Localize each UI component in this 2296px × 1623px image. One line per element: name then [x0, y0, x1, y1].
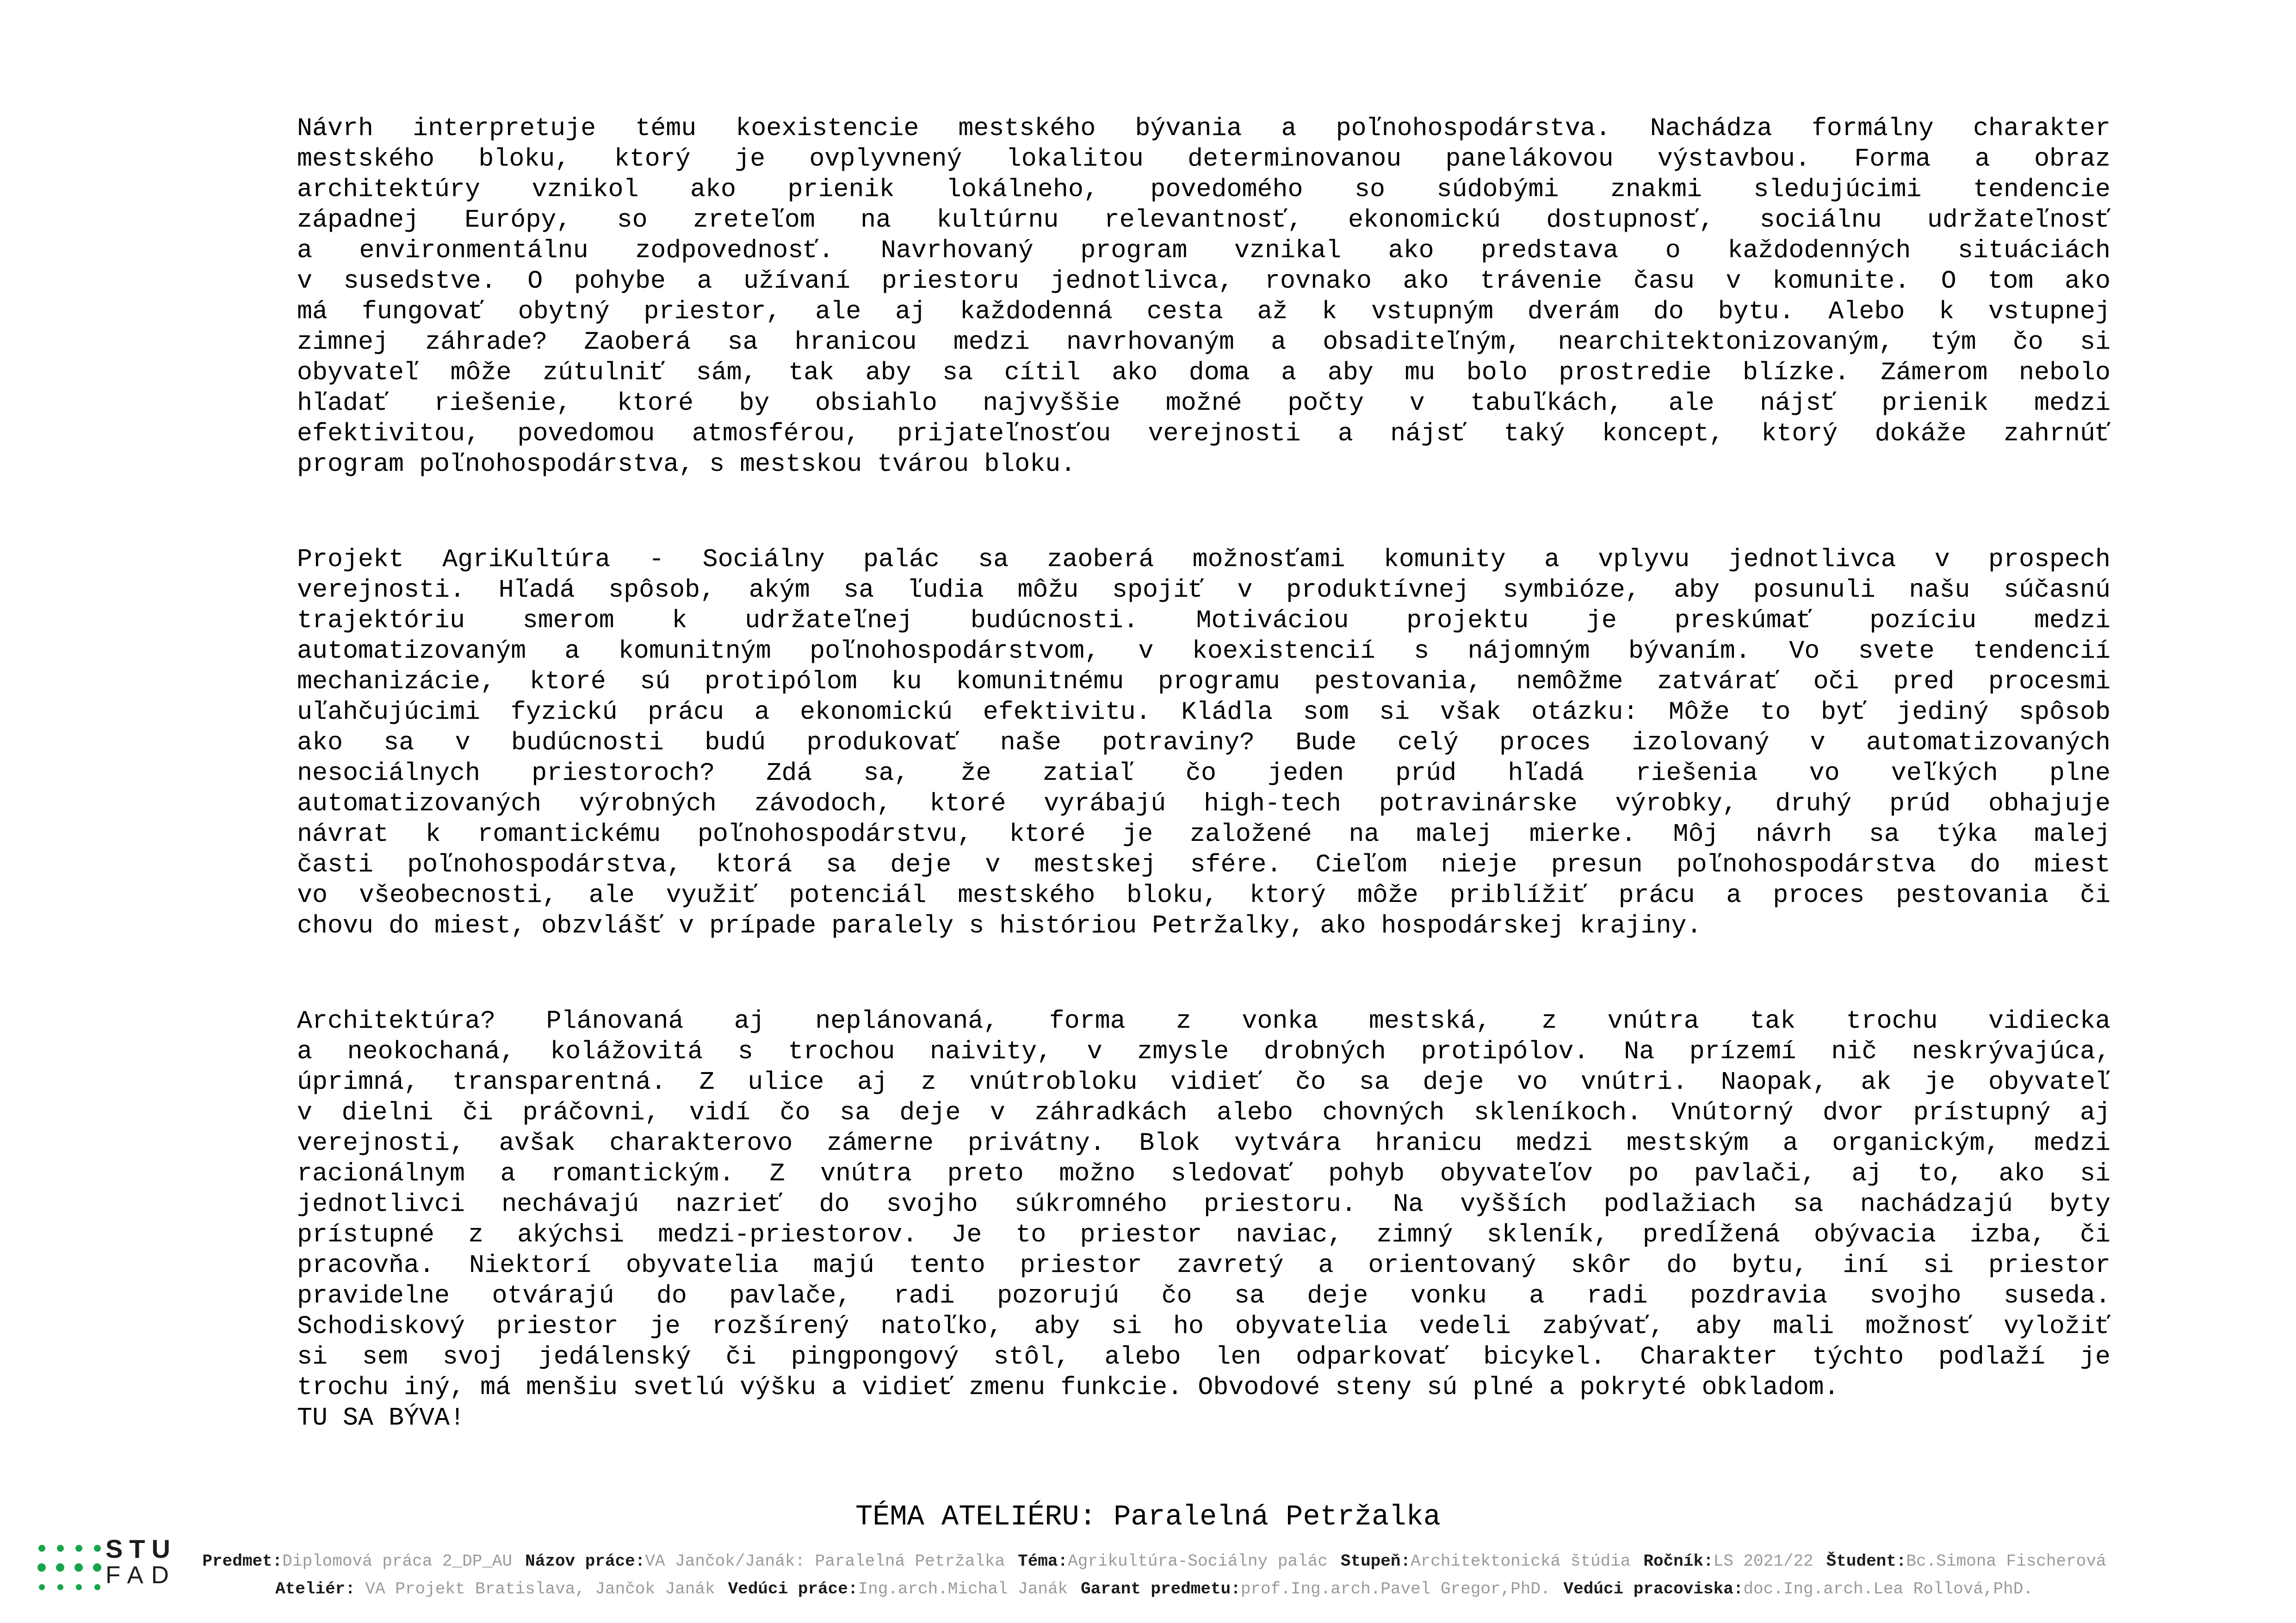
footer-field-label: Ateliér:: [275, 1580, 355, 1598]
paragraph-1-line-10: hľadať riešenie, ktoré by obsiahlo najvyššie možné počty v tabuľkách, ale nájsť prienik medzi: [297, 389, 2110, 418]
paragraph-3-line-14: TU SA BÝVA!: [297, 1403, 465, 1432]
paragraph-1-line-12: program poľnohospodárstva, s mestskou tvárou bloku.: [297, 450, 1076, 479]
footer-field-value: VA Jančok/Janák: Paralelná Petržalka: [645, 1552, 1005, 1571]
footer-credits: [180, 1548, 2128, 1603]
footer-field-label: Stupeň:: [1340, 1552, 1411, 1571]
footer-credits-row-1: [180, 1548, 2128, 1575]
footer-field-label: Vedúci práce:: [728, 1580, 858, 1598]
paragraph-3-line-1: Architektúra? Plánovaná aj neplánovaná, forma z vonka mestská, z vnútra tak trochu vidiecka: [297, 1006, 2110, 1036]
paragraph-3-line-12: si sem svoj jedálenský či pingpongový stôl, alebo len odparkovať bicykel. Charakter týchto podlaží je: [297, 1342, 2110, 1371]
logo-dot-icon: [75, 1545, 82, 1552]
footer-field-label: Garant predmetu:: [1081, 1580, 1241, 1598]
paragraph-2-line-3: trajektóriu smerom k udržateľnej budúcnosti. Motiváciou projektu je preskúmať pozíciu medzi: [297, 606, 2110, 635]
logo-dot-row: [32, 1538, 106, 1558]
paragraph-3-line-8: prístupné z akýchsi medzi-priestorov. Je to priestor naviac, zimný skleník, predĺžená obývacia izba, či: [297, 1220, 2110, 1249]
paragraph-2-line-1: Projekt AgriKultúra - Sociálny palác sa zaoberá možnosťami komunity a vplyvu jednotlivca v prospech: [297, 545, 2110, 574]
footer-field-label: Predmet:: [202, 1552, 283, 1571]
paragraph-1-line-9: obyvateľ môže zútulniť sám, tak aby sa cítil ako doma a aby mu bolo prostredie blízke. Zámerom nebolo: [297, 358, 2110, 387]
paragraph-2-line-4: automatizovaným a komunitným poľnohospodárstvom, v koexistencií s nájomným bývaním. Vo svete tendencií: [297, 636, 2110, 666]
paragraph-3: [297, 1006, 2110, 1433]
paragraph-3-line-6: racionálnym a romantickým. Z vnútra preto možno sledovať pohyb obyvateľov po pavlači, aj to, ako si: [297, 1159, 2110, 1188]
paragraph-2: [297, 544, 2110, 941]
logo-dot-icon: [94, 1545, 101, 1552]
paragraph-3-line-9: pracovňa. Niektorí obyvatelia majú tento priestor zavretý a orientovaný skôr do bytu, iní si priestor: [297, 1251, 2110, 1280]
atelier-theme-title: TÉMA ATELIÉRU: Paralelná Petržalka: [855, 1500, 1441, 1533]
logo-dot-icon: [94, 1584, 100, 1590]
footer-field: [1564, 1580, 2033, 1598]
paragraph-1-line-6: v susedstve. O pohybe a užívaní priestoru jednotlivca, rovnako ako trávenie času v komunite. O tom ako: [297, 266, 2110, 296]
footer-field-value: Bc.Simona Fischerová: [1906, 1552, 2106, 1571]
logo-dot-row: [32, 1558, 106, 1577]
logo-dot-icon: [57, 1545, 64, 1552]
paragraph-1-line-2: mestského bloku, ktorý je ovplyvnený lokalitou determinovanou panelákovou výstavbou. Forma a obraz: [297, 144, 2110, 173]
paragraph-2-line-2: verejnosti. Hľadá spôsob, akým sa ľudia môžu spojiť v produktívnej symbióze, aby posunuli našu súčasnú: [297, 575, 2110, 605]
paragraph-2-line-10: návrat k romantickému poľnohospodárstvu, ktoré je založené na malej mierke. Môj návrh sa týka malej: [297, 820, 2110, 849]
paragraph-2-line-6: uľahčujúcimi fyzickú prácu a ekonomickú efektivitu. Kládla som si však otázku: Môže to byť jediný spôsob: [297, 697, 2110, 727]
logo-dot-icon: [56, 1563, 64, 1572]
paragraph-1-line-3: architektúry vznikol ako prienik lokálneho, povedomého so súdobými znakmi sledujúcimi tendencie: [297, 175, 2110, 204]
footer-field: [1826, 1552, 2106, 1571]
paragraph-2-line-12: vo všeobecnosti, ale využiť potenciál mestského bloku, ktorý môže priblížiť prácu a proces pestovania či: [297, 881, 2110, 910]
stu-logo-dots-icon: [32, 1538, 106, 1597]
footer-field-value: prof.Ing.arch.Pavel Gregor,PhD.: [1240, 1580, 1551, 1598]
paragraph-1: [297, 113, 2110, 480]
paragraph-1-line-5: a environmentálnu zodpovednosť. Navrhovaný program vznikal ako predstava o každodenných situáciách: [297, 236, 2110, 265]
footer-field-value: Ing.arch.Michal Janák: [858, 1580, 1068, 1598]
footer-field: [1081, 1580, 1550, 1598]
footer-field-label: Vedúci pracoviska:: [1563, 1580, 1744, 1598]
text-block: [297, 113, 2110, 1433]
paragraph-3-line-11: Schodiskový priestor je rozšírený natoľko, aby si ho obyvatelia vedeli zabývať, aby mali možnosť vyložiť: [297, 1312, 2110, 1341]
logo-dot-icon: [38, 1545, 45, 1552]
footer-field: [275, 1580, 715, 1598]
paragraph-2-line-5: mechanizácie, ktoré sú protipólom ku komunitnému programu pestovania, nemôžme zatvárať oči pred procesmi: [297, 667, 2110, 696]
logo-dot-icon: [57, 1584, 63, 1590]
footer-field-label: Názov práce:: [525, 1552, 645, 1571]
paragraph-2-line-9: automatizovaných výrobných závodoch, ktoré vyrábajú high-tech potravinárske výrobky, druhý prúd obhajuje: [297, 789, 2110, 818]
footer-field-label: Téma:: [1018, 1552, 1068, 1571]
stu-fad-logo: [105, 1536, 177, 1588]
footer-field-value: Agrikultúra-Sociálny palác: [1068, 1552, 1328, 1571]
logo-fad-text: FAD: [105, 1561, 177, 1589]
footer-field: [1018, 1552, 1328, 1571]
paragraph-1-line-4: západnej Európy, so zreteľom na kultúrnu relevantnosť, ekonomickú dostupnosť, sociálnu udržateľnosť: [297, 205, 2110, 235]
logo-dot-icon: [76, 1584, 82, 1590]
footer-field: [202, 1552, 512, 1571]
paragraph-3-line-5: verejnosti, avšak charakterovo zámerne privátny. Blok vytvára hranicu medzi mestským a organickým, medzi: [297, 1129, 2110, 1158]
footer-field: [1643, 1552, 1813, 1571]
logo-stu-text: STU: [105, 1534, 177, 1563]
footer-field-value: Architektonická štúdia: [1411, 1552, 1631, 1571]
logo-dot-icon: [74, 1563, 83, 1572]
footer-field-label: Študent:: [1826, 1552, 1906, 1571]
footer-credits-row-2: [180, 1575, 2128, 1603]
paragraph-3-line-7: jednotlivci nechávajú nazrieť do svojho súkromného priestoru. Na vyšších podlažiach sa nachádzajú byty: [297, 1190, 2110, 1219]
paragraph-1-line-1: Návrh interpretuje tému koexistencie mestského bývania a poľnohospodárstva. Nachádza formálny charakter: [297, 114, 2110, 143]
paragraph-1-line-11: efektivitou, povedomou atmosférou, prijateľnosťou verejnosti a nájsť taký koncept, ktorý dokáže zahrnúť: [297, 419, 2110, 448]
paragraph-3-line-2: a neokochaná, kolážovitá s trochou naivity, v zmysle drobných protipólov. Na prízemí nič neskrývajúca,: [297, 1037, 2110, 1066]
footer-field-value: LS 2021/22: [1713, 1552, 1813, 1571]
paragraph-3-line-4: v dielni či práčovni, vidí čo sa deje v záhradkách alebo chovných skleníkoch. Vnútorný dvor prístupný aj: [297, 1098, 2110, 1127]
paragraph-3-line-13: trochu iný, má menšiu svetlú výšku a vidieť zmenu funkcie. Obvodové steny sú plné a pokryté obkladom.: [297, 1373, 1839, 1402]
footer-field: [1341, 1552, 1631, 1571]
logo-dot-icon: [93, 1563, 101, 1572]
logo-dot-icon: [37, 1563, 46, 1572]
logo-dot-icon: [39, 1584, 45, 1590]
footer-field-value: VA Projekt Bratislava, Jančok Janák: [355, 1580, 715, 1598]
paragraph-2-line-13: chovu do miest, obzvlášť v prípade paralely s históriou Petržalky, ako hospodárskej krajiny.: [297, 911, 1702, 940]
logo-dot-row: [32, 1577, 106, 1597]
paragraph-2-line-8: nesociálnych priestoroch? Zdá sa, že zatiaľ čo jeden prúd hľadá riešenia vo veľkých plne: [297, 759, 2110, 788]
footer-field: [728, 1580, 1068, 1598]
paragraph-2-line-7: ako sa v budúcnosti budú produkovať naše potraviny? Bude celý proces izolovaný v automatizovaných: [297, 728, 2110, 757]
footer-field-label: Ročník:: [1643, 1552, 1714, 1571]
paragraph-1-line-7: má fungovať obytný priestor, ale aj každodenná cesta až k vstupným dverám do bytu. Alebo k vstupnej: [297, 297, 2110, 326]
footer-field-value: doc.Ing.arch.Lea Rollová,PhD.: [1743, 1580, 2033, 1598]
paragraph-3-line-3: úprimná, transparentná. Z ulice aj z vnútrobloku vidieť čo sa deje vo vnútri. Naopak, ak je obyvateľ: [297, 1068, 2110, 1097]
paragraph-3-line-10: pravidelne otvárajú do pavlače, radi pozorujú čo sa deje vonku a radi pozdravia svojho suseda.: [297, 1281, 2110, 1310]
footer-field-value: Diplomová práca 2_DP_AU: [282, 1552, 513, 1571]
paragraph-1-line-8: zimnej záhrade? Zaoberá sa hranicou medzi navrhovaným a obsaditeľným, nearchitektonizovaným, tým čo si: [297, 327, 2110, 357]
paragraph-2-line-11: časti poľnohospodárstva, ktorá sa deje v mestskej sfére. Cieľom nieje presun poľnohospodárstva do miest: [297, 850, 2110, 879]
footer-field: [525, 1552, 1005, 1571]
